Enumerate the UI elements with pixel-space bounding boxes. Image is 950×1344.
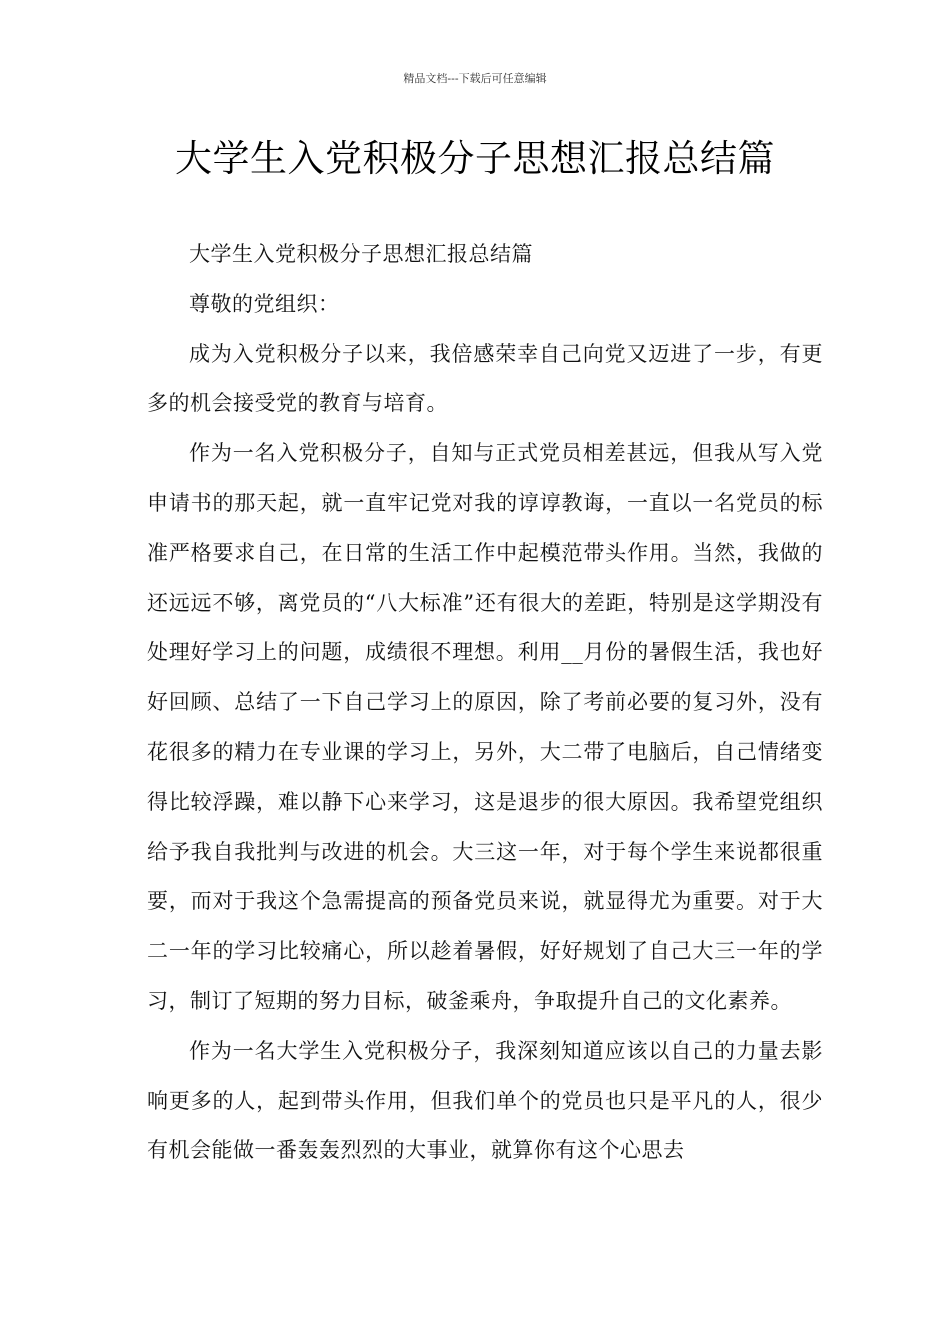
header-note: 精品文档---下载后可任意编辑 [403, 72, 547, 85]
paragraph: 作为一名大学生入党积极分子，我深刻知道应该以自己的力量去影响更多的人，起到带头作用，但我们单个的党员也只是平凡的人，很少有机会能做一番轰轰烈烈的大事业，就算你有这个心思去 [147, 1038, 823, 1163]
paragraph-salutation: 尊敬的党组织： [189, 291, 340, 316]
document-body [147, 230, 823, 1176]
paragraph: 成为入党积极分子以来，我倍感荣幸自己向党又迈进了一步，有更多的机会接受党的教育与培育。 [147, 341, 823, 416]
paragraph: 作为一名入党积极分子，自知与正式党员相差甚远，但我从写入党申请书的那天起，就一直牢记党对我的谆谆教诲，一直以一名党员的标准严格要求自己，在日常的生活工作中起模范带头作用。当然，我做的还远远不够，离党员的“八大标准”还有很大的差距，特别是这学期没有处理好学习上的问题，成绩很不理想。利用__月份的暑假生活，我也好好回顾、总结了一下自己学习上的原因，除了考前必要的复习外，没有花很多的精力在专业课的学习上，另外，大二带了电脑后，自己情绪变得比较浮躁，难以静下心来学习，这是退步的很大原因。我希望党组织给予我自我批判与改进的机会。大三这一年，对于每个学生来说都很重要，而对于我这个急需提高的预备党员来说，就显得尤为重要。对于大二一年的学习比较痛心，所以趁着暑假，好好规划了自己大三一年的学习，制订了短期的努力目标，破釜乘舟，争取提升自己的文化素养。 [147, 441, 823, 1013]
paragraph-subtitle: 大学生入党积极分子思想汇报总结篇 [189, 242, 533, 266]
document-title: 大学生入党积极分子思想汇报总结篇 [175, 137, 775, 180]
